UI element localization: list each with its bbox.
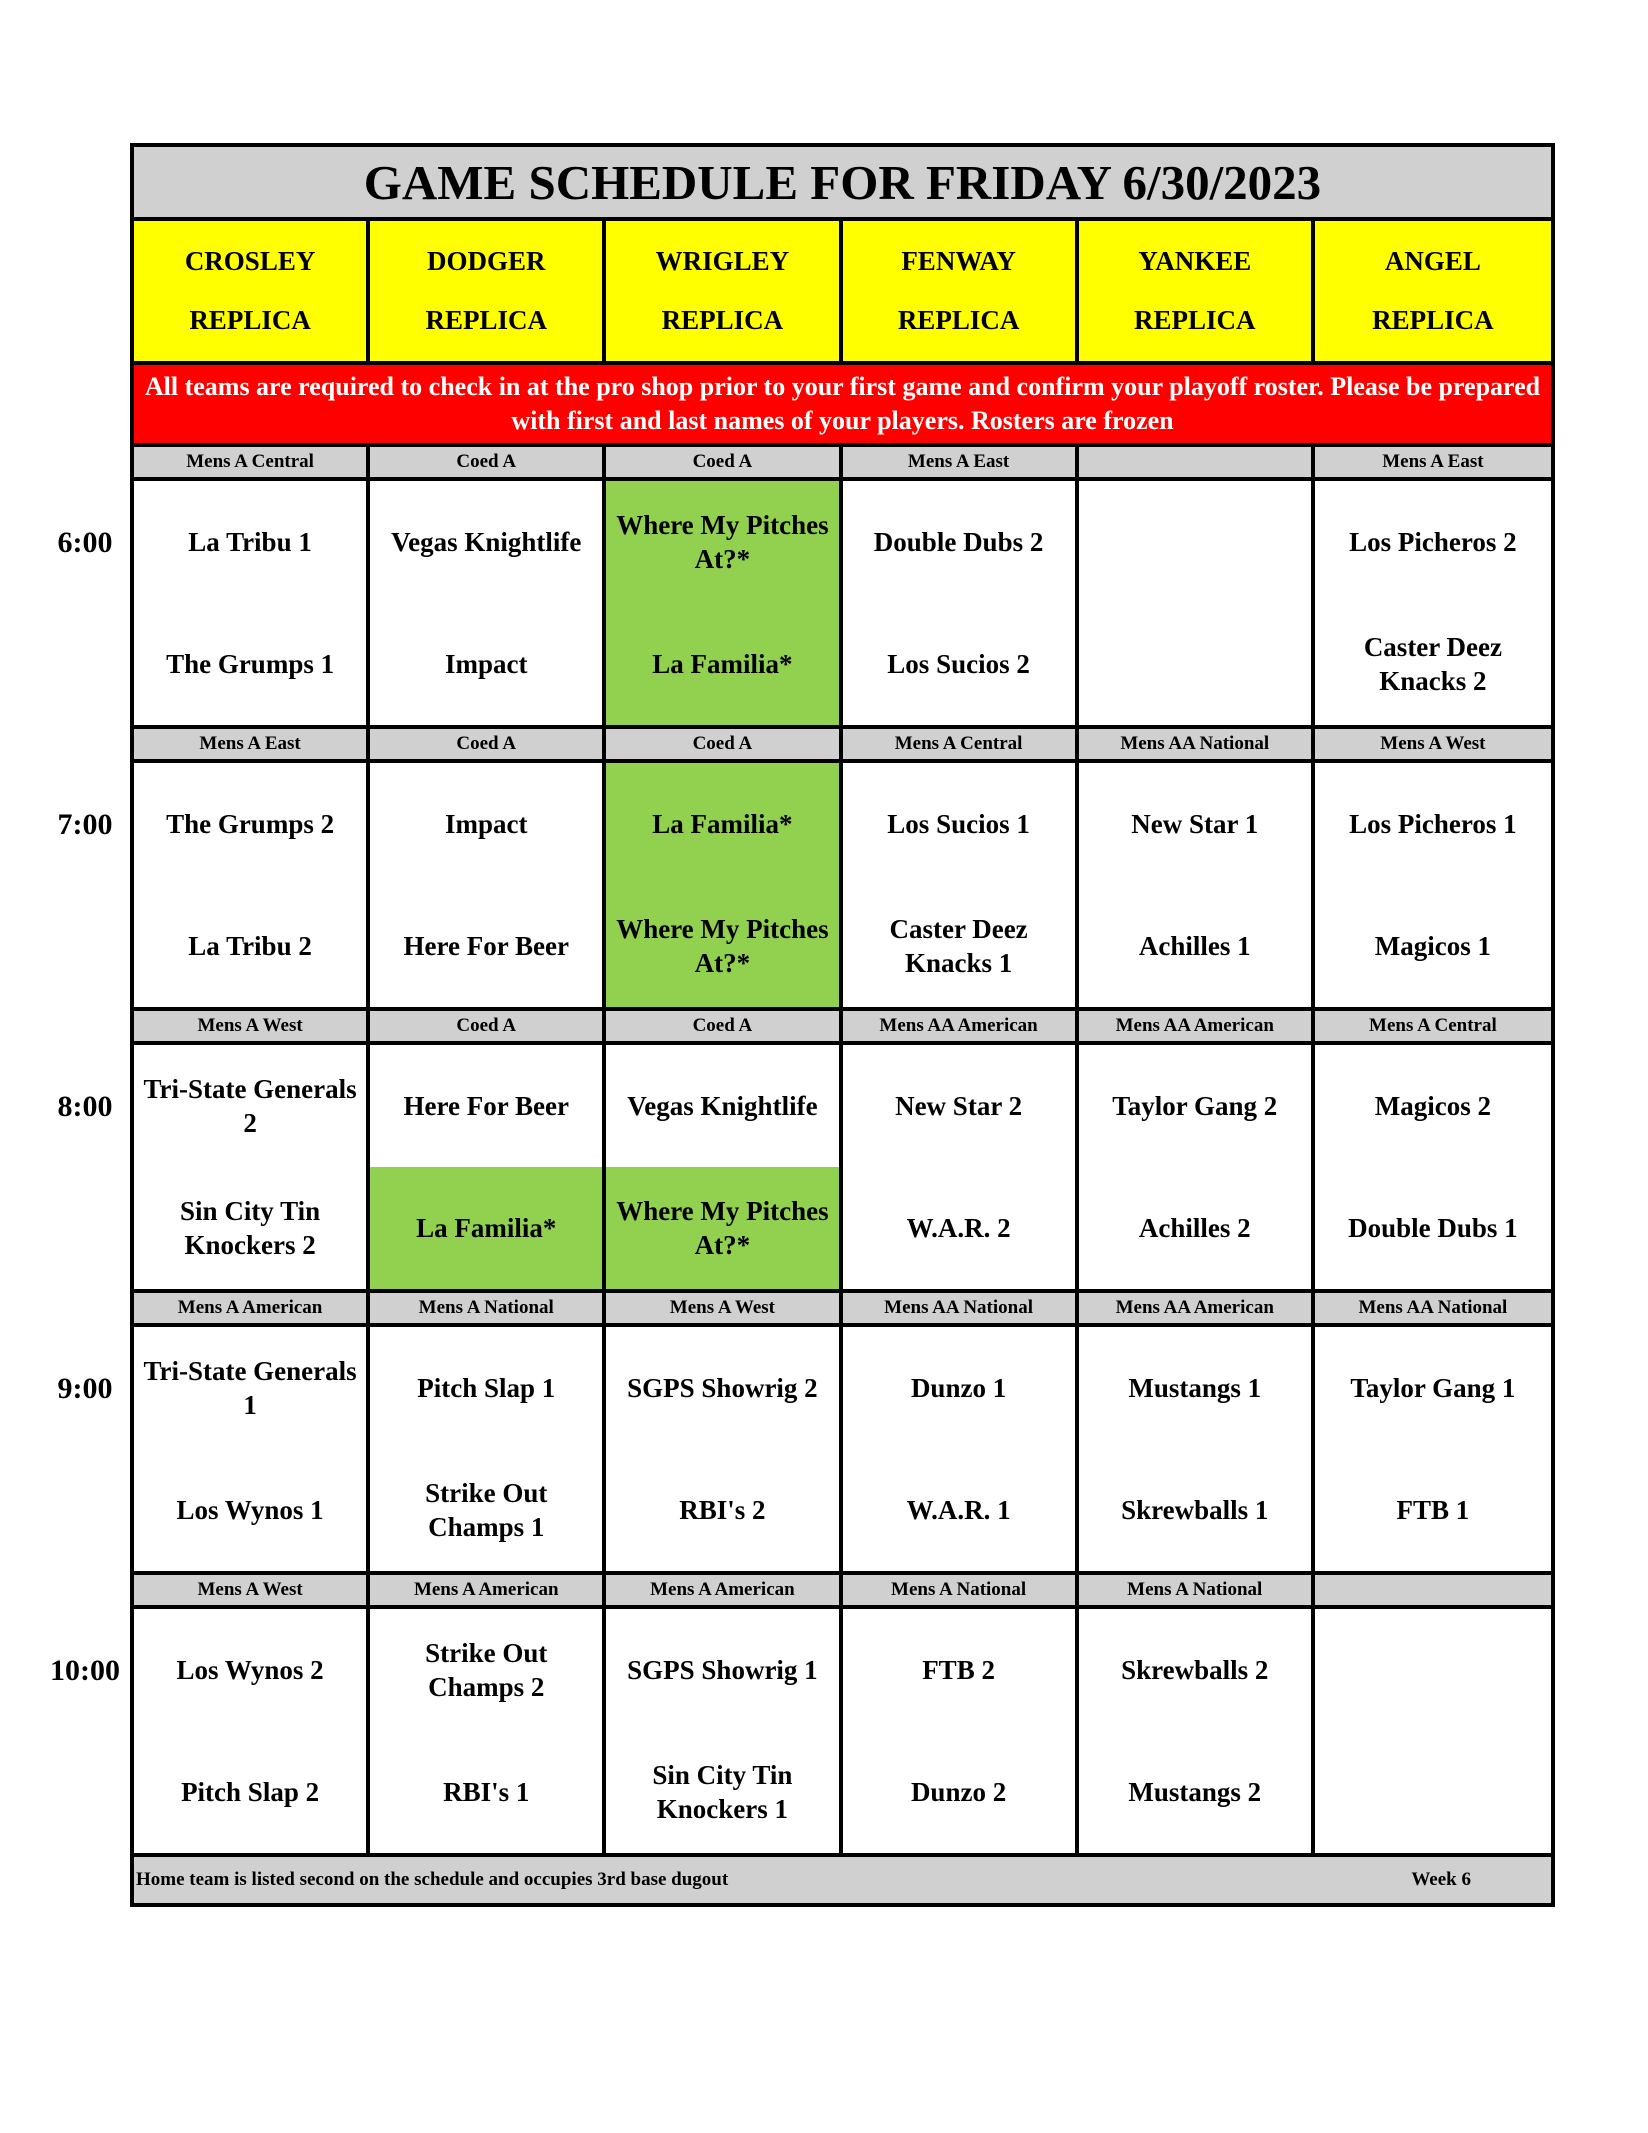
division-label: Mens A National [370, 1293, 606, 1323]
home-team [1315, 1731, 1551, 1853]
away-team: Pitch Slap 1 [417, 1373, 556, 1403]
home-team: Mustangs 2 [1128, 1777, 1262, 1807]
game-cell [606, 1045, 842, 1289]
field-subtitle: REPLICA [897, 305, 1020, 335]
division-label [1079, 447, 1315, 477]
away-team: Los Sucios 1 [887, 809, 1030, 839]
away-team: SGPS Showrig 2 [627, 1373, 818, 1403]
time-slots [134, 447, 1551, 1857]
field-subtitle: REPLICA [1133, 305, 1256, 335]
division-label: Coed A [606, 447, 842, 477]
game-cell [1315, 763, 1551, 1007]
field-header [134, 221, 370, 361]
home-team: La Familia* [606, 603, 838, 725]
field-name: ANGEL [1384, 246, 1481, 276]
division-label: Mens A National [1079, 1575, 1315, 1605]
division-label: Mens A Central [843, 729, 1079, 759]
game-cell [606, 763, 842, 1007]
game-cell [134, 1045, 370, 1289]
home-team: Achilles 1 [1138, 931, 1251, 961]
home-team: Double Dubs 1 [1348, 1213, 1518, 1243]
away-team: Taylor Gang 2 [1112, 1091, 1278, 1121]
division-label: Mens AA National [1079, 729, 1315, 759]
game-cell [370, 763, 606, 1007]
field-subtitle: REPLICA [189, 305, 311, 335]
time-column [30, 0, 140, 2133]
game-cell [1315, 1045, 1551, 1289]
home-team: Achilles 2 [1138, 1213, 1251, 1243]
field-header [1315, 221, 1551, 361]
field-name: YANKEE [1138, 246, 1252, 276]
field-subtitle: REPLICA [661, 305, 784, 335]
game-cell [606, 1327, 842, 1571]
away-team: New Star 1 [1131, 809, 1259, 839]
field-header-row [134, 221, 1551, 365]
away-team: Mustangs 1 [1128, 1373, 1262, 1403]
away-team: La Familia* [606, 763, 838, 885]
home-team: Skrewballs 1 [1121, 1495, 1269, 1525]
away-team [1079, 481, 1311, 603]
game-cell [843, 763, 1079, 1007]
home-team: W.A.R. 2 [906, 1213, 1011, 1243]
game-cell [370, 1609, 606, 1853]
home-team: Where My Pitches At?* [606, 1167, 838, 1289]
game-cell [1079, 1045, 1315, 1289]
division-label: Mens A Central [1369, 1015, 1497, 1036]
game-row [134, 763, 1551, 1011]
away-team: Los Picheros 2 [1349, 527, 1517, 557]
game-cell [606, 1609, 842, 1853]
game-cell [370, 481, 606, 725]
game-cell [1079, 763, 1315, 1007]
home-team: Dunzo 2 [910, 1777, 1007, 1807]
division-label: Mens AA American [1079, 1011, 1315, 1041]
time-label: 6:00 [57, 526, 113, 559]
home-team-note: Home team is listed second on the schedule and occupies 3rd base dugout [136, 1869, 729, 1890]
division-label: Mens A American [606, 1575, 842, 1605]
home-team: Strike Out Champs 1 [425, 1478, 548, 1542]
division-label: Coed A [370, 447, 606, 477]
division-label: Coed A [370, 729, 606, 759]
field-header [1079, 221, 1315, 361]
home-team: Los Sucios 2 [887, 649, 1030, 679]
home-team: Pitch Slap 2 [181, 1777, 320, 1807]
time-label: 10:00 [50, 1654, 120, 1687]
division-label: Mens A National [843, 1575, 1079, 1605]
week-label: Week 6 [1411, 1869, 1471, 1890]
game-row [134, 1609, 1551, 1857]
division-label: Coed A [606, 1011, 842, 1041]
away-team [1315, 1609, 1551, 1731]
away-team: Where My Pitches At?* [606, 481, 838, 603]
home-team: RBI's 2 [679, 1495, 766, 1525]
home-team: Caster Deez Knacks 2 [1363, 632, 1502, 696]
field-subtitle: REPLICA [1372, 305, 1494, 335]
division-label: Coed A [370, 1011, 606, 1041]
game-cell [843, 1045, 1079, 1289]
division-label: Coed A [606, 729, 842, 759]
division-label: Mens A East [134, 729, 370, 759]
division-row [134, 447, 1551, 481]
game-cell [606, 481, 842, 725]
game-cell [843, 1609, 1079, 1853]
away-team: SGPS Showrig 1 [627, 1655, 818, 1685]
division-label: Mens AA American [1079, 1293, 1315, 1323]
time-label: 7:00 [57, 808, 113, 841]
game-cell [843, 481, 1079, 725]
away-team: Skrewballs 2 [1121, 1655, 1269, 1685]
division-row [134, 1293, 1551, 1327]
home-team: Caster Deez Knacks 1 [889, 914, 1028, 978]
division-label: Mens A West [134, 1575, 370, 1605]
field-name: CROSLEY [184, 246, 316, 276]
home-team: La Tribu 2 [188, 931, 312, 961]
game-cell [843, 1327, 1079, 1571]
home-team: Magicos 1 [1374, 931, 1492, 961]
home-team: Impact [444, 649, 528, 679]
division-label: Mens A West [606, 1293, 842, 1323]
home-team: La Familia* [370, 1167, 602, 1289]
away-team: Taylor Gang 1 [1350, 1373, 1516, 1403]
field-name: FENWAY [901, 246, 1016, 276]
division-row [134, 729, 1551, 763]
home-team: Sin City Tin Knockers 2 [180, 1196, 321, 1260]
away-team: New Star 2 [895, 1091, 1023, 1121]
game-row [134, 1327, 1551, 1575]
away-team: Here For Beer [403, 1091, 569, 1121]
game-cell [1079, 1609, 1315, 1853]
field-name: DODGER [426, 246, 546, 276]
field-header [606, 221, 842, 361]
away-team: Dunzo 1 [910, 1373, 1007, 1403]
game-cell [1315, 1327, 1551, 1571]
away-team: Los Wynos 2 [176, 1655, 324, 1685]
time-label: 8:00 [57, 1090, 113, 1123]
away-team: Double Dubs 2 [873, 527, 1044, 557]
division-row [134, 1011, 1551, 1045]
away-team: Vegas Knightlife [391, 527, 582, 557]
away-team: Impact [444, 809, 528, 839]
away-team: Vegas Knightlife [627, 1091, 818, 1121]
field-header [370, 221, 606, 361]
time-label: 9:00 [57, 1372, 113, 1405]
away-team: Los Picheros 1 [1349, 809, 1517, 839]
division-label: Mens A American [134, 1293, 370, 1323]
away-team: Magicos 2 [1374, 1091, 1492, 1121]
game-cell [1079, 481, 1315, 725]
division-label: Mens A East [1382, 451, 1484, 472]
home-team: Where My Pitches At?* [606, 885, 838, 1007]
away-team: FTB 2 [922, 1655, 995, 1685]
schedule-title: GAME SCHEDULE FOR FRIDAY 6/30/2023 [134, 147, 1551, 221]
field-subtitle: REPLICA [425, 305, 547, 335]
game-cell [1315, 481, 1551, 725]
division-label [1315, 1575, 1551, 1605]
home-team: RBI's 1 [443, 1777, 530, 1807]
division-label: Mens A Central [134, 447, 370, 477]
away-team: Strike Out Champs 2 [425, 1638, 548, 1702]
home-team [1079, 603, 1311, 725]
away-team: Tri-State Generals 1 [143, 1356, 357, 1420]
check-in-notice: All teams are required to check in at the pro shop prior to your first game and confirm your playoff roster. Please be prepared with first and last names of your players. Rosters are frozen [134, 365, 1551, 447]
home-team: The Grumps 1 [166, 649, 335, 679]
game-cell [134, 481, 370, 725]
field-name: WRIGLEY [655, 246, 790, 276]
game-cell [370, 1327, 606, 1571]
division-label: Mens A American [370, 1575, 606, 1605]
game-cell [134, 763, 370, 1007]
away-team: The Grumps 2 [166, 809, 335, 839]
game-row [134, 1045, 1551, 1293]
game-cell [370, 1045, 606, 1289]
home-team: Sin City Tin Knockers 1 [652, 1760, 793, 1824]
division-label: Mens A West [134, 1011, 370, 1041]
away-team: Tri-State Generals 2 [143, 1074, 357, 1138]
division-label: Mens A East [843, 447, 1079, 477]
home-team: Here For Beer [403, 931, 569, 961]
division-label: Mens AA National [1358, 1297, 1508, 1318]
division-label: Mens A West [1380, 733, 1486, 754]
home-team: W.A.R. 1 [906, 1495, 1011, 1525]
division-row [134, 1575, 1551, 1609]
home-team: Los Wynos 1 [176, 1495, 324, 1525]
home-team: FTB 1 [1396, 1495, 1470, 1525]
game-cell [134, 1609, 370, 1853]
game-cell [1079, 1327, 1315, 1571]
game-cell [1315, 1609, 1551, 1853]
division-label: Mens AA American [843, 1011, 1079, 1041]
away-team: La Tribu 1 [188, 527, 312, 557]
game-cell [134, 1327, 370, 1571]
field-header [843, 221, 1079, 361]
schedule-footer [134, 1857, 1551, 1903]
division-label: Mens AA National [843, 1293, 1079, 1323]
game-row [134, 481, 1551, 729]
schedule-sheet [130, 143, 1555, 1907]
